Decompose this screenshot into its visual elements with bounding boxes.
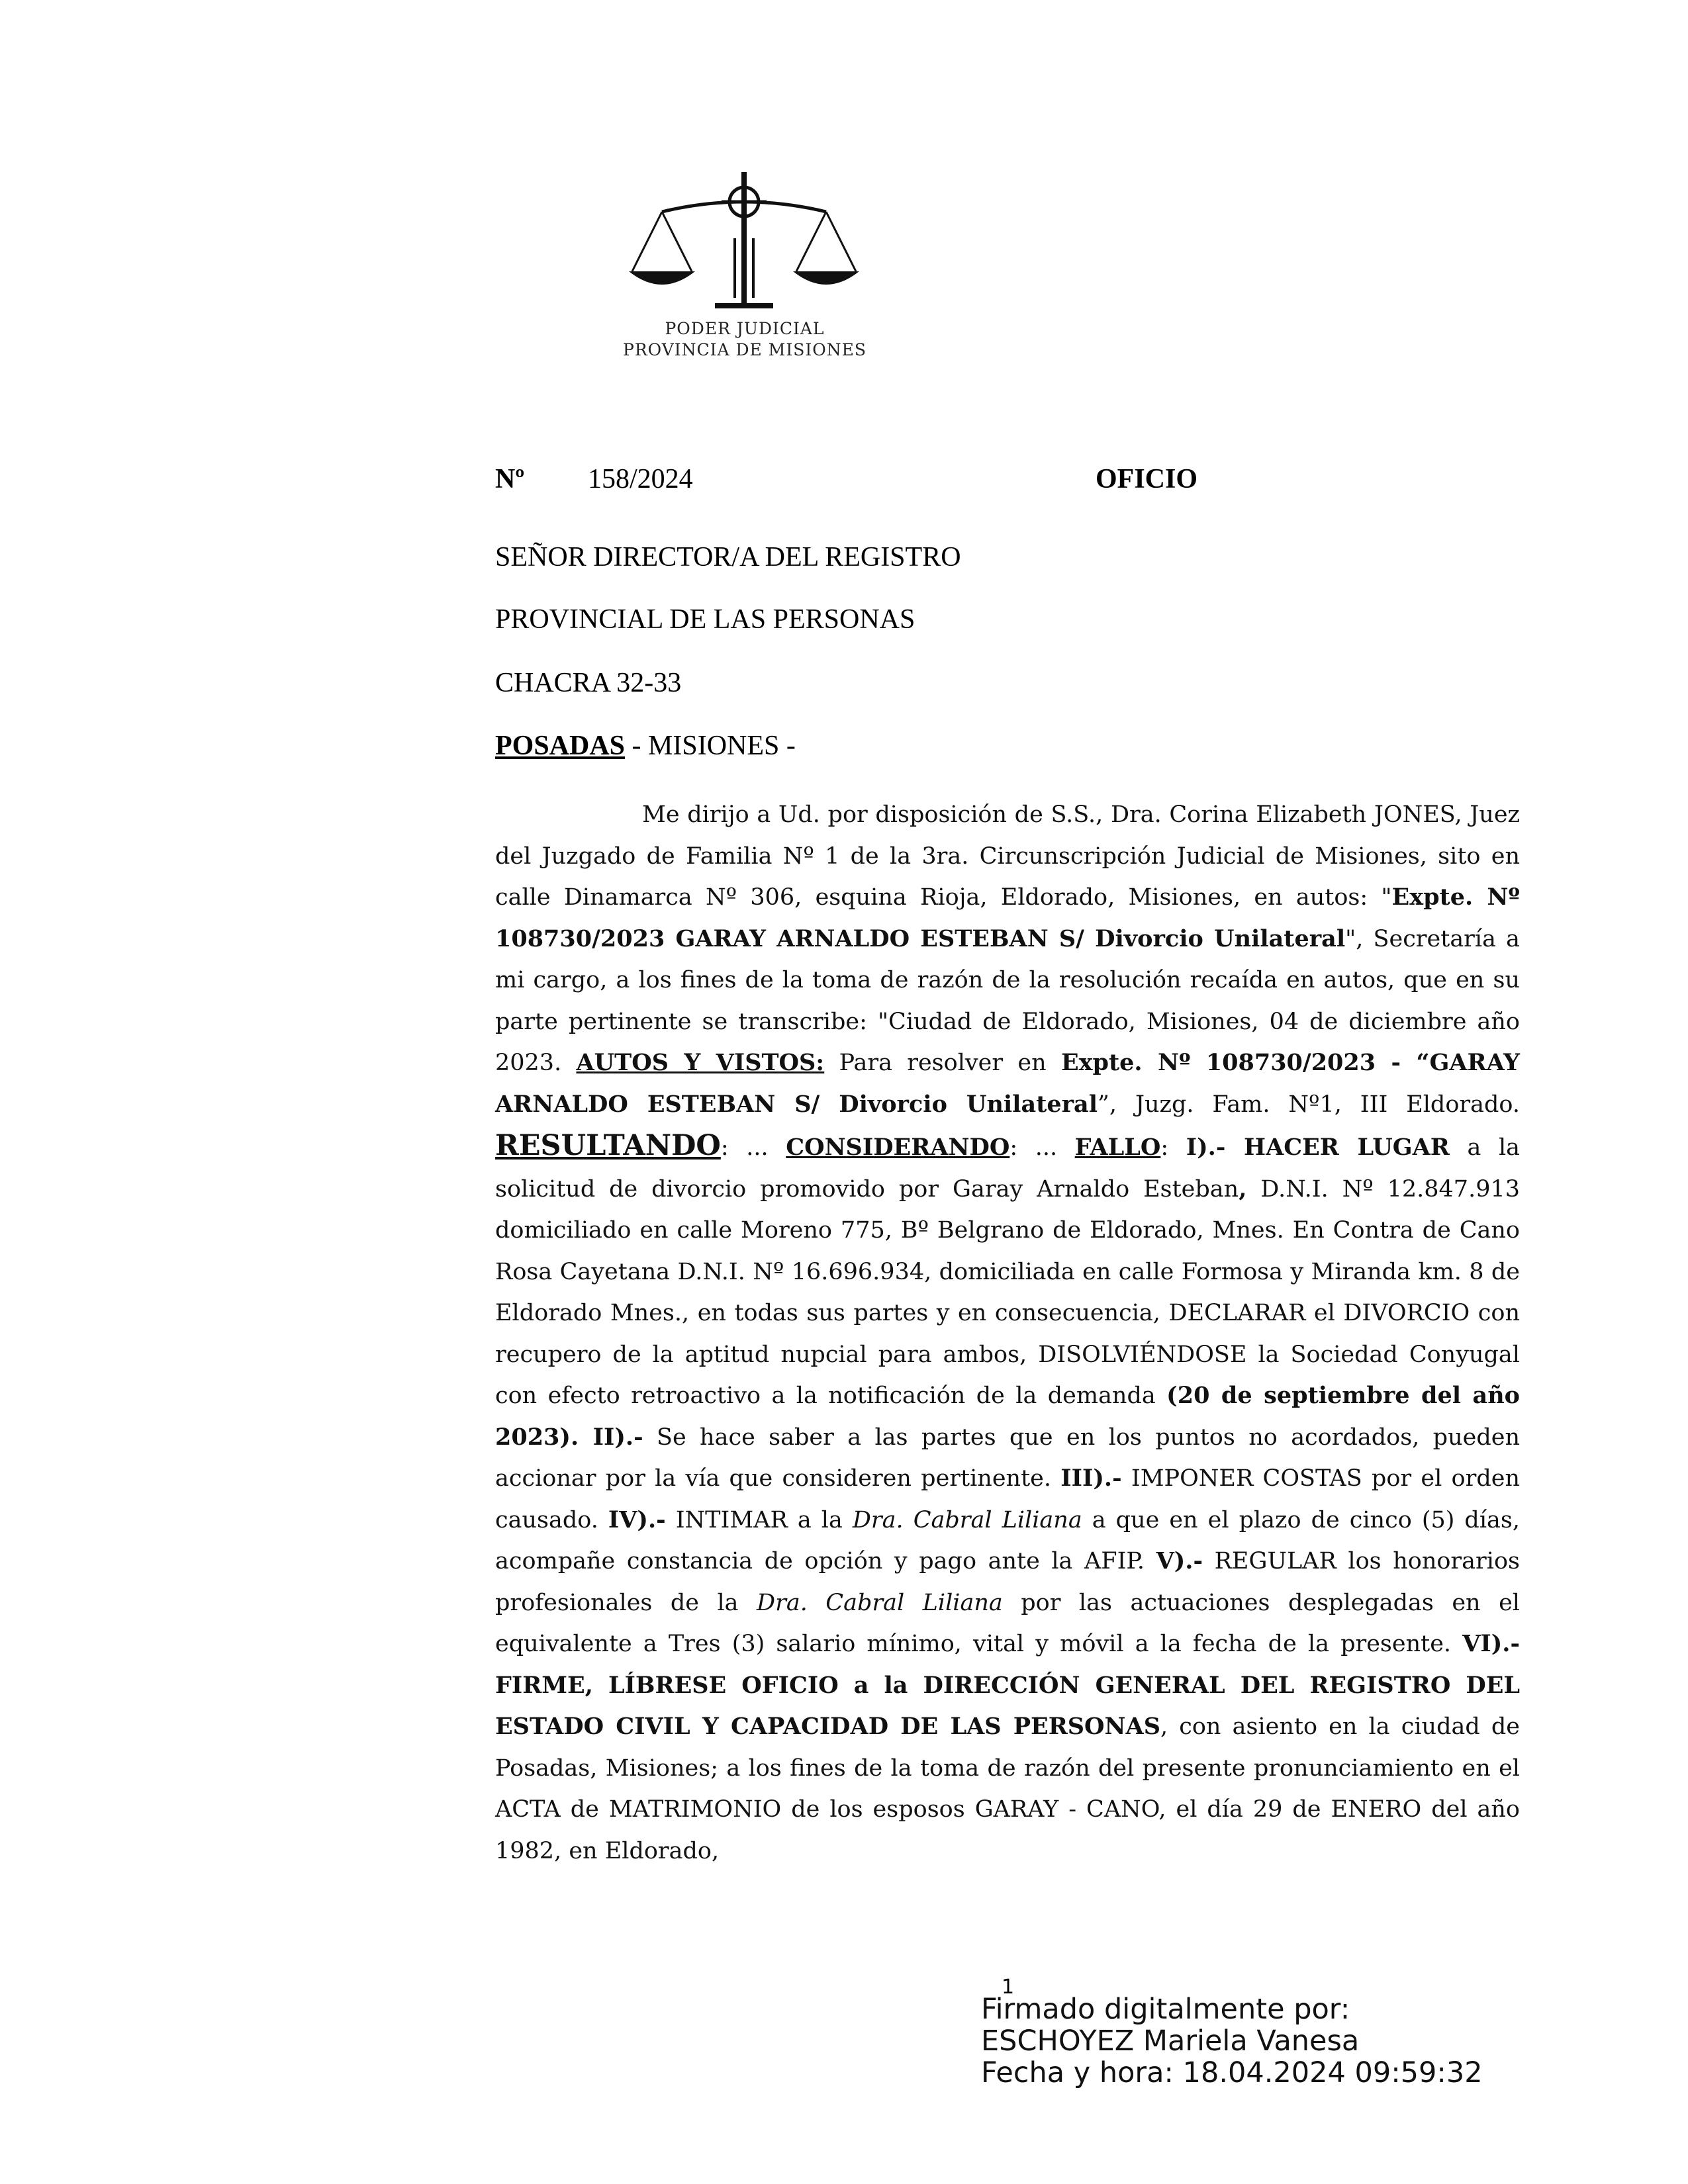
ruling-item-4: IV).- (608, 1506, 666, 1533)
signature-timestamp: Fecha y hora: 18.04.2024 09:59:32 (981, 2056, 1483, 2089)
logo-text-line2: PROVINCIA DE MISIONES (623, 340, 867, 359)
body-segment: Se hace saber a las partes que en los puntos no acordados, pueden accionar por la vía que consideren pertinente. (495, 1424, 1520, 1492)
recipient-line1: SEÑOR DIRECTOR/A DEL REGISTRO (495, 542, 961, 572)
body-segment: : (1160, 1134, 1186, 1161)
ruling-item-5: V).- (1156, 1547, 1203, 1574)
body-segment: Para resolver en (824, 1050, 1061, 1076)
digital-signature (981, 1993, 1483, 2089)
body-segment: a que en el plazo de cinco (5) días, acompañe constancia de opción y pago ante la AFIP. (495, 1506, 1520, 1574)
body-segment: ”, Juzg. Fam. Nº1, III Eldorado. (1098, 1091, 1520, 1118)
recipient-city: POSADAS (495, 731, 626, 761)
document-number-label: Nº (495, 464, 525, 494)
body-segment: a la solicitud de divorcio promovido por Garay Arnaldo Esteban (495, 1134, 1521, 1203)
institution-logo (616, 165, 874, 377)
case-reference: Expte. Nº 108730/2023 GARAY ARNALDO ESTEBAN S/ Divorcio Unilateral (495, 884, 1520, 952)
body-segment: IMPONER COSTAS por el orden causado. (495, 1465, 1520, 1533)
ruling-item-6: VI).- FIRME, LÍBRESE OFICIO a la DIRECCIÓN GENERAL DEL REGISTRO DEL ESTADO CIVIL Y CAPACIDAD DE LAS PERSONAS (495, 1630, 1520, 1740)
autos-y-vistos-heading: AUTOS Y VISTOS: (576, 1049, 825, 1076)
recipient-province: - MISIONES - (625, 731, 796, 761)
ruling-item-1: I).- HACER LUGAR (1186, 1134, 1450, 1161)
body-segment: INTIMAR a la (665, 1506, 853, 1533)
body-segment: : ... (720, 1134, 786, 1161)
fallo-heading: FALLO (1074, 1134, 1161, 1161)
body-segment: , con asiento en la ciudad de Posadas, Misiones; a los fines de la toma de razón del presente pronunciamiento en el ACTA de MATRIMONIO de los esposos GARAY - CANO, el día 29 de ENERO del año 1982, en Eldorado, (495, 1713, 1521, 1864)
ruling-item-3: III).- (1060, 1465, 1122, 1492)
page-number: 1 (1002, 1976, 1015, 1999)
recipient-line3: CHACRA 32-33 (495, 668, 682, 698)
case-reference-2: Expte. Nº 108730/2023 - “GARAY ARNALDO ESTEBAN S/ Divorcio Unilateral (495, 1049, 1520, 1118)
recipient-city-line (495, 730, 796, 762)
signature-line1: Firmado digitalmente por: (981, 1993, 1350, 2026)
document-number: 158/2024 (588, 464, 693, 494)
body-segment: D.N.I. Nº 12.847.913 domiciliado en calle Moreno 775, Bº Belgrano de Eldorado, Mnes. En Contra de Cano Rosa Cayetana D.N.I. Nº 16.696.934, domiciliada en calle Formosa y Miranda km. 8 de Eldorado Mnes., en todas sus partes y en consecuencia, DECLARAR el DIVORCIO con recupero de la aptitud nupcial para ambos, DISOLVIÉNDOSE la Sociedad Conyugal con efecto retroactivo a la notificación de la demanda (495, 1175, 1520, 1409)
resultando-heading: RESULTANDO (495, 1129, 721, 1162)
body-segment: REGULAR los honorarios profesionales de la (495, 1548, 1520, 1616)
recipient-line2: PROVINCIAL DE LAS PERSONAS (495, 604, 915, 635)
body-segment: por las actuaciones desplegadas en el equivalente a Tres (3) salario mínimo, vital y móvil a la fecha de la presente. (495, 1589, 1520, 1657)
body-segment: , (1239, 1175, 1247, 1203)
signature-signer: ESCHOYEZ Mariela Vanesa (981, 2025, 1360, 2058)
lawyer-name-2: Dra. Cabral Liliana (757, 1589, 1003, 1616)
body-segment: Me dirijo a Ud. por disposición de S.S., Dra. Corina Elizabeth JONES, Juez del Juzgado de Familia Nº 1 de la 3ra. Circunscripción Judicial de Misiones, sito en calle Dinamarca Nº 306, esquina Rioja, Eldorado, Misiones, en autos: " (495, 801, 1520, 911)
body-paragraph (495, 794, 1520, 1872)
considerando-heading: CONSIDERANDO (786, 1134, 1010, 1161)
body-segment: ", Secretaría a mi cargo, a los fines de la toma de razón de la resolución recaída en autos, que en su parte pertinente se transcribe: "Ciudad de Eldorado, Misiones, 04 de diciembre año 2023. (495, 925, 1520, 1076)
lawyer-name: Dra. Cabral Liliana (852, 1506, 1082, 1533)
body-segment: : ... (1009, 1134, 1075, 1161)
ruling-date: (20 de septiembre del año 2023). II).- (495, 1382, 1520, 1451)
logo-text-line1: PODER JUDICIAL (665, 319, 825, 338)
scales-of-justice-icon (616, 165, 874, 318)
document-type: OFICIO (1096, 464, 1198, 494)
